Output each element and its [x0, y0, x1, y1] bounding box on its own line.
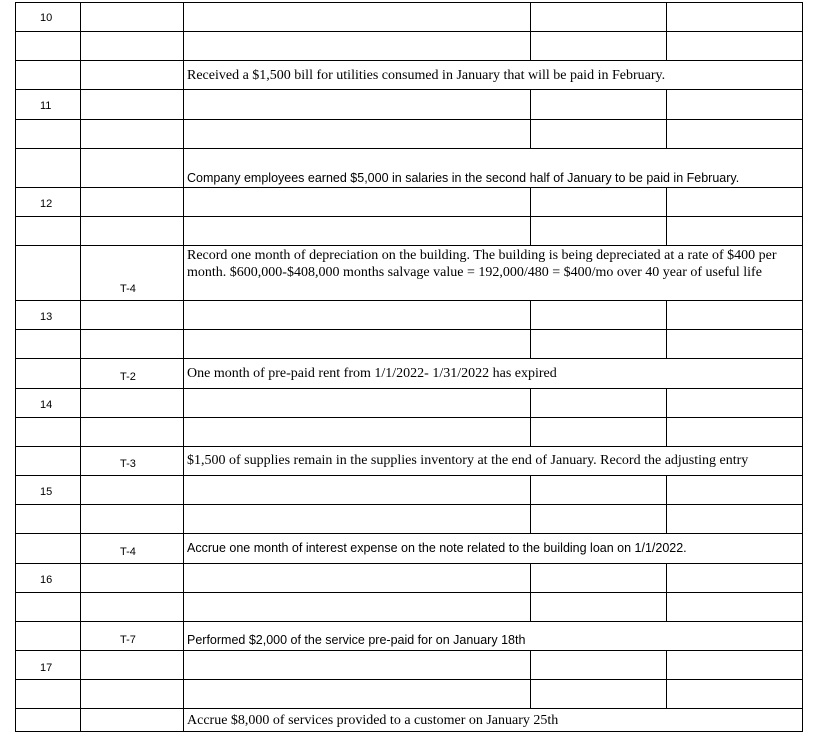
grid-line: [15, 119, 803, 120]
grid-line: [15, 731, 803, 732]
grid-line: [530, 388, 531, 446]
grid-line: [15, 358, 803, 359]
grid-line: [530, 300, 531, 358]
entry-description: Accrue $8,000 of services provided to a customer on January 25th: [187, 713, 559, 728]
grid-line: [15, 2, 803, 3]
entry-description: Performed $2,000 of the service pre-paid for on January 18th: [187, 633, 526, 647]
row-number: 13: [40, 311, 53, 323]
grid-line: [15, 563, 803, 564]
grid-line: [80, 2, 81, 732]
row-number: 16: [40, 574, 53, 586]
grid-line: [15, 475, 803, 476]
entry-ref: T-3: [120, 458, 136, 470]
grid-line: [530, 2, 531, 60]
grid-line: [15, 31, 803, 32]
grid-line: [183, 2, 184, 732]
entry-ref: T-2: [120, 371, 136, 383]
grid-line: [15, 148, 803, 149]
grid-line: [15, 446, 803, 447]
grid-line: [666, 89, 667, 148]
grid-line: [15, 592, 803, 593]
grid-line: [15, 245, 803, 246]
row-number: 10: [40, 12, 53, 24]
grid-line: [15, 329, 803, 330]
entry-description: Record one month of depreciation on the building. The building is being depreciated at a rate of $400 per month. $600,000-$408,000 months salvage value = 192,000/480 = $400/mo over 40 year of useful life: [187, 248, 777, 280]
grid-line: [666, 475, 667, 533]
grid-line: [666, 650, 667, 708]
grid-line: [15, 650, 803, 651]
grid-line: [15, 300, 803, 301]
grid-line: [666, 300, 667, 358]
grid-line: [15, 187, 803, 188]
entry-ref: T-4: [120, 546, 136, 558]
row-number: 15: [40, 486, 53, 498]
grid-line: [666, 388, 667, 446]
grid-line: [530, 563, 531, 621]
grid-line: [530, 650, 531, 708]
grid-line: [15, 60, 803, 61]
entry-ref: T-7: [120, 634, 136, 646]
row-number: 14: [40, 399, 53, 411]
grid-line: [15, 417, 803, 418]
entry-description: One month of pre-paid rent from 1/1/2022- 1/31/2022 has expired: [187, 366, 557, 381]
grid-line: [15, 533, 803, 534]
grid-line: [530, 475, 531, 533]
grid-line: [802, 2, 803, 732]
grid-line: [530, 187, 531, 245]
entry-description: $1,500 of supplies remain in the supplies inventory at the end of January. Record the adjusting entry: [187, 453, 749, 468]
grid-line: [15, 504, 803, 505]
entry-description: Company employees earned $5,000 in salaries in the second half of January to be paid in February.: [187, 171, 740, 185]
row-number: 11: [40, 100, 52, 112]
entry-description: Received a $1,500 bill for utilities consumed in January that will be paid in February.: [187, 68, 666, 83]
grid-line: [15, 89, 803, 90]
grid-line: [15, 2, 16, 732]
row-number: 12: [40, 198, 53, 210]
grid-line: [666, 2, 667, 60]
grid-line: [666, 187, 667, 245]
row-number: 17: [40, 662, 53, 674]
grid-line: [530, 89, 531, 148]
entry-ref: T-4: [120, 283, 136, 295]
grid-line: [15, 679, 803, 680]
grid-line: [15, 708, 803, 709]
grid-line: [15, 621, 803, 622]
grid-line: [15, 388, 803, 389]
grid-line: [666, 563, 667, 621]
entry-description: Accrue one month of interest expense on the note related to the building loan on 1/1/2022.: [187, 541, 687, 555]
grid-line: [15, 216, 803, 217]
